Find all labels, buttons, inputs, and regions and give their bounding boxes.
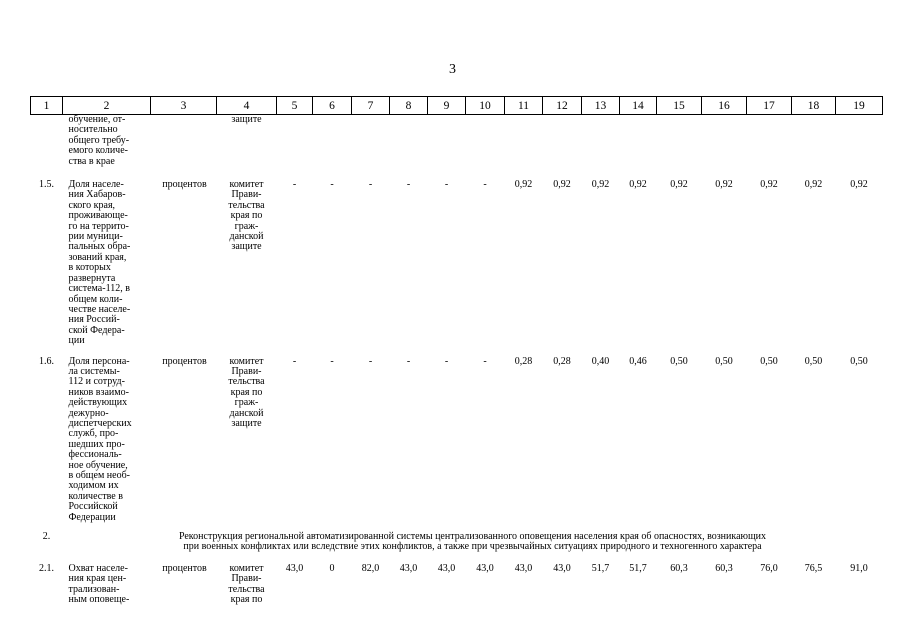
row-number: 2.1. <box>39 562 54 574</box>
column-header-7: 7 <box>352 97 390 115</box>
continuation-row <box>31 115 883 178</box>
value-cell: 0,92 <box>715 179 733 191</box>
column-header-1: 1 <box>31 97 63 115</box>
column-header-12: 12 <box>543 97 582 115</box>
value-cell: - <box>406 179 411 191</box>
value-cell: 0,92 <box>629 179 647 191</box>
row-number: 1.5. <box>39 179 54 191</box>
indicators-table <box>30 96 883 612</box>
value-cell: 0,28 <box>553 355 571 367</box>
value-cell: - <box>330 355 334 367</box>
indicator-name: обучение, от- носительно общего требу- емого количе- ства в крае <box>68 114 130 167</box>
value-cell: - <box>292 355 297 367</box>
column-header-15: 15 <box>657 97 702 115</box>
value-cell: 0,92 <box>591 179 610 191</box>
value-cell: 60,3 <box>670 562 688 574</box>
value-cell: - <box>292 179 297 191</box>
section-row <box>31 530 883 561</box>
value-cell: 0,50 <box>670 355 688 367</box>
value-cell: 0,50 <box>715 355 733 367</box>
value-cell: - <box>444 355 449 367</box>
row-number <box>31 115 63 178</box>
indicator-name <box>63 354 151 531</box>
executor <box>217 561 277 613</box>
value-cell: - <box>368 179 373 191</box>
column-header-14: 14 <box>620 97 657 115</box>
value-cell: 43,0 <box>553 562 571 574</box>
column-number-header-row <box>31 97 883 115</box>
indicator-row-1-5 <box>31 177 883 354</box>
value-cell: 0,92 <box>670 179 688 191</box>
value-cell: - <box>444 179 449 191</box>
value-cell: 51,7 <box>591 562 610 574</box>
value-cell: 43,0 <box>514 562 533 574</box>
column-header-19: 19 <box>836 97 883 115</box>
value-cell: 43,0 <box>399 562 418 574</box>
value-cell: 76,0 <box>760 562 778 574</box>
row-number: 1.6. <box>39 355 54 367</box>
value-cell: 0,50 <box>804 355 823 367</box>
value-cell: 82,0 <box>361 562 380 574</box>
value-cell: 43,0 <box>476 562 494 574</box>
executor-text: комитет Прави- тельства края по граж- данской защите <box>228 179 265 253</box>
section-number: 2. <box>42 531 51 543</box>
value-cell: - <box>483 179 487 191</box>
value-cell: - <box>483 355 487 367</box>
unit <box>151 115 217 178</box>
indicator-name-text: Доля населе- ния Хабаров- ского края, проживающе- го на террито- рии муници- пальных обра- зований края, в которых развернута система-112, в общем коли- честве населе- ния Россий- ской Федера- ции <box>68 179 131 347</box>
indicator-name <box>63 177 151 354</box>
column-header-3: 3 <box>151 97 217 115</box>
section-title-text: Реконструкция региональной автоматизированной системы централизованного оповещения населения края об опасностях, возникающих при военных конфликтах или вследствие этих конфликтов, а также при чрезвычайных ситуациях природного и техногенного характера <box>178 531 767 553</box>
unit: процентов <box>162 562 207 574</box>
executor <box>217 177 277 354</box>
column-header-9: 9 <box>428 97 466 115</box>
column-header-10: 10 <box>466 97 505 115</box>
column-header-5: 5 <box>277 97 313 115</box>
value-cell: - <box>330 179 334 191</box>
column-header-8: 8 <box>390 97 428 115</box>
value-cell: 0,92 <box>514 179 533 191</box>
indicator-name <box>63 561 151 613</box>
unit: процентов <box>162 179 207 191</box>
value-cell: 0,92 <box>760 179 778 191</box>
indicator-row-1-6 <box>31 354 883 531</box>
value-cell: 91,0 <box>850 562 868 574</box>
value-cell: 43,0 <box>285 562 304 574</box>
value-cell: 76,5 <box>804 562 823 574</box>
executor-text: комитет Прави- тельства края по граж- данской защите <box>228 355 265 429</box>
indicator-name-text: Доля персона- ла системы- 112 и сотруд- ников взаимо- действующих дежурно- диспетчерских служб, про- шедших про- фессиональ- ное обучение, в общем необ- ходимом их количестве в Российской Федерации <box>68 355 132 523</box>
executor: защите <box>231 114 262 125</box>
value-cell: - <box>406 355 411 367</box>
indicator-name-text: Охват населе- ния края цен- трализован- ным оповеще- <box>68 562 130 606</box>
column-header-2: 2 <box>63 97 151 115</box>
unit: процентов <box>162 355 207 367</box>
value-cell: 0,92 <box>850 179 868 191</box>
value-cell: 0 <box>329 562 335 574</box>
value-cell: 0,46 <box>629 355 647 367</box>
value-cell: 0,40 <box>591 355 610 367</box>
value-cell: - <box>368 355 373 367</box>
value-cell: 0,92 <box>553 179 571 191</box>
value-cell: 60,3 <box>715 562 733 574</box>
value-cell: 51,7 <box>629 562 647 574</box>
column-header-18: 18 <box>792 97 836 115</box>
value-cell: 0,92 <box>804 179 823 191</box>
column-header-6: 6 <box>313 97 352 115</box>
column-header-17: 17 <box>747 97 792 115</box>
page-number: 3 <box>449 62 456 77</box>
column-header-13: 13 <box>582 97 620 115</box>
column-header-16: 16 <box>702 97 747 115</box>
column-header-11: 11 <box>505 97 543 115</box>
value-cell: 0,50 <box>850 355 868 367</box>
value-cell: 0,50 <box>760 355 778 367</box>
executor-text: комитет Прави- тельства края по <box>228 562 265 606</box>
value-cell: 0,28 <box>514 355 533 367</box>
value-cell: 43,0 <box>437 562 456 574</box>
empty-values <box>277 115 883 178</box>
column-header-4: 4 <box>217 97 277 115</box>
indicator-row-2-1 <box>31 561 883 613</box>
executor <box>217 354 277 531</box>
section-title <box>63 530 883 561</box>
